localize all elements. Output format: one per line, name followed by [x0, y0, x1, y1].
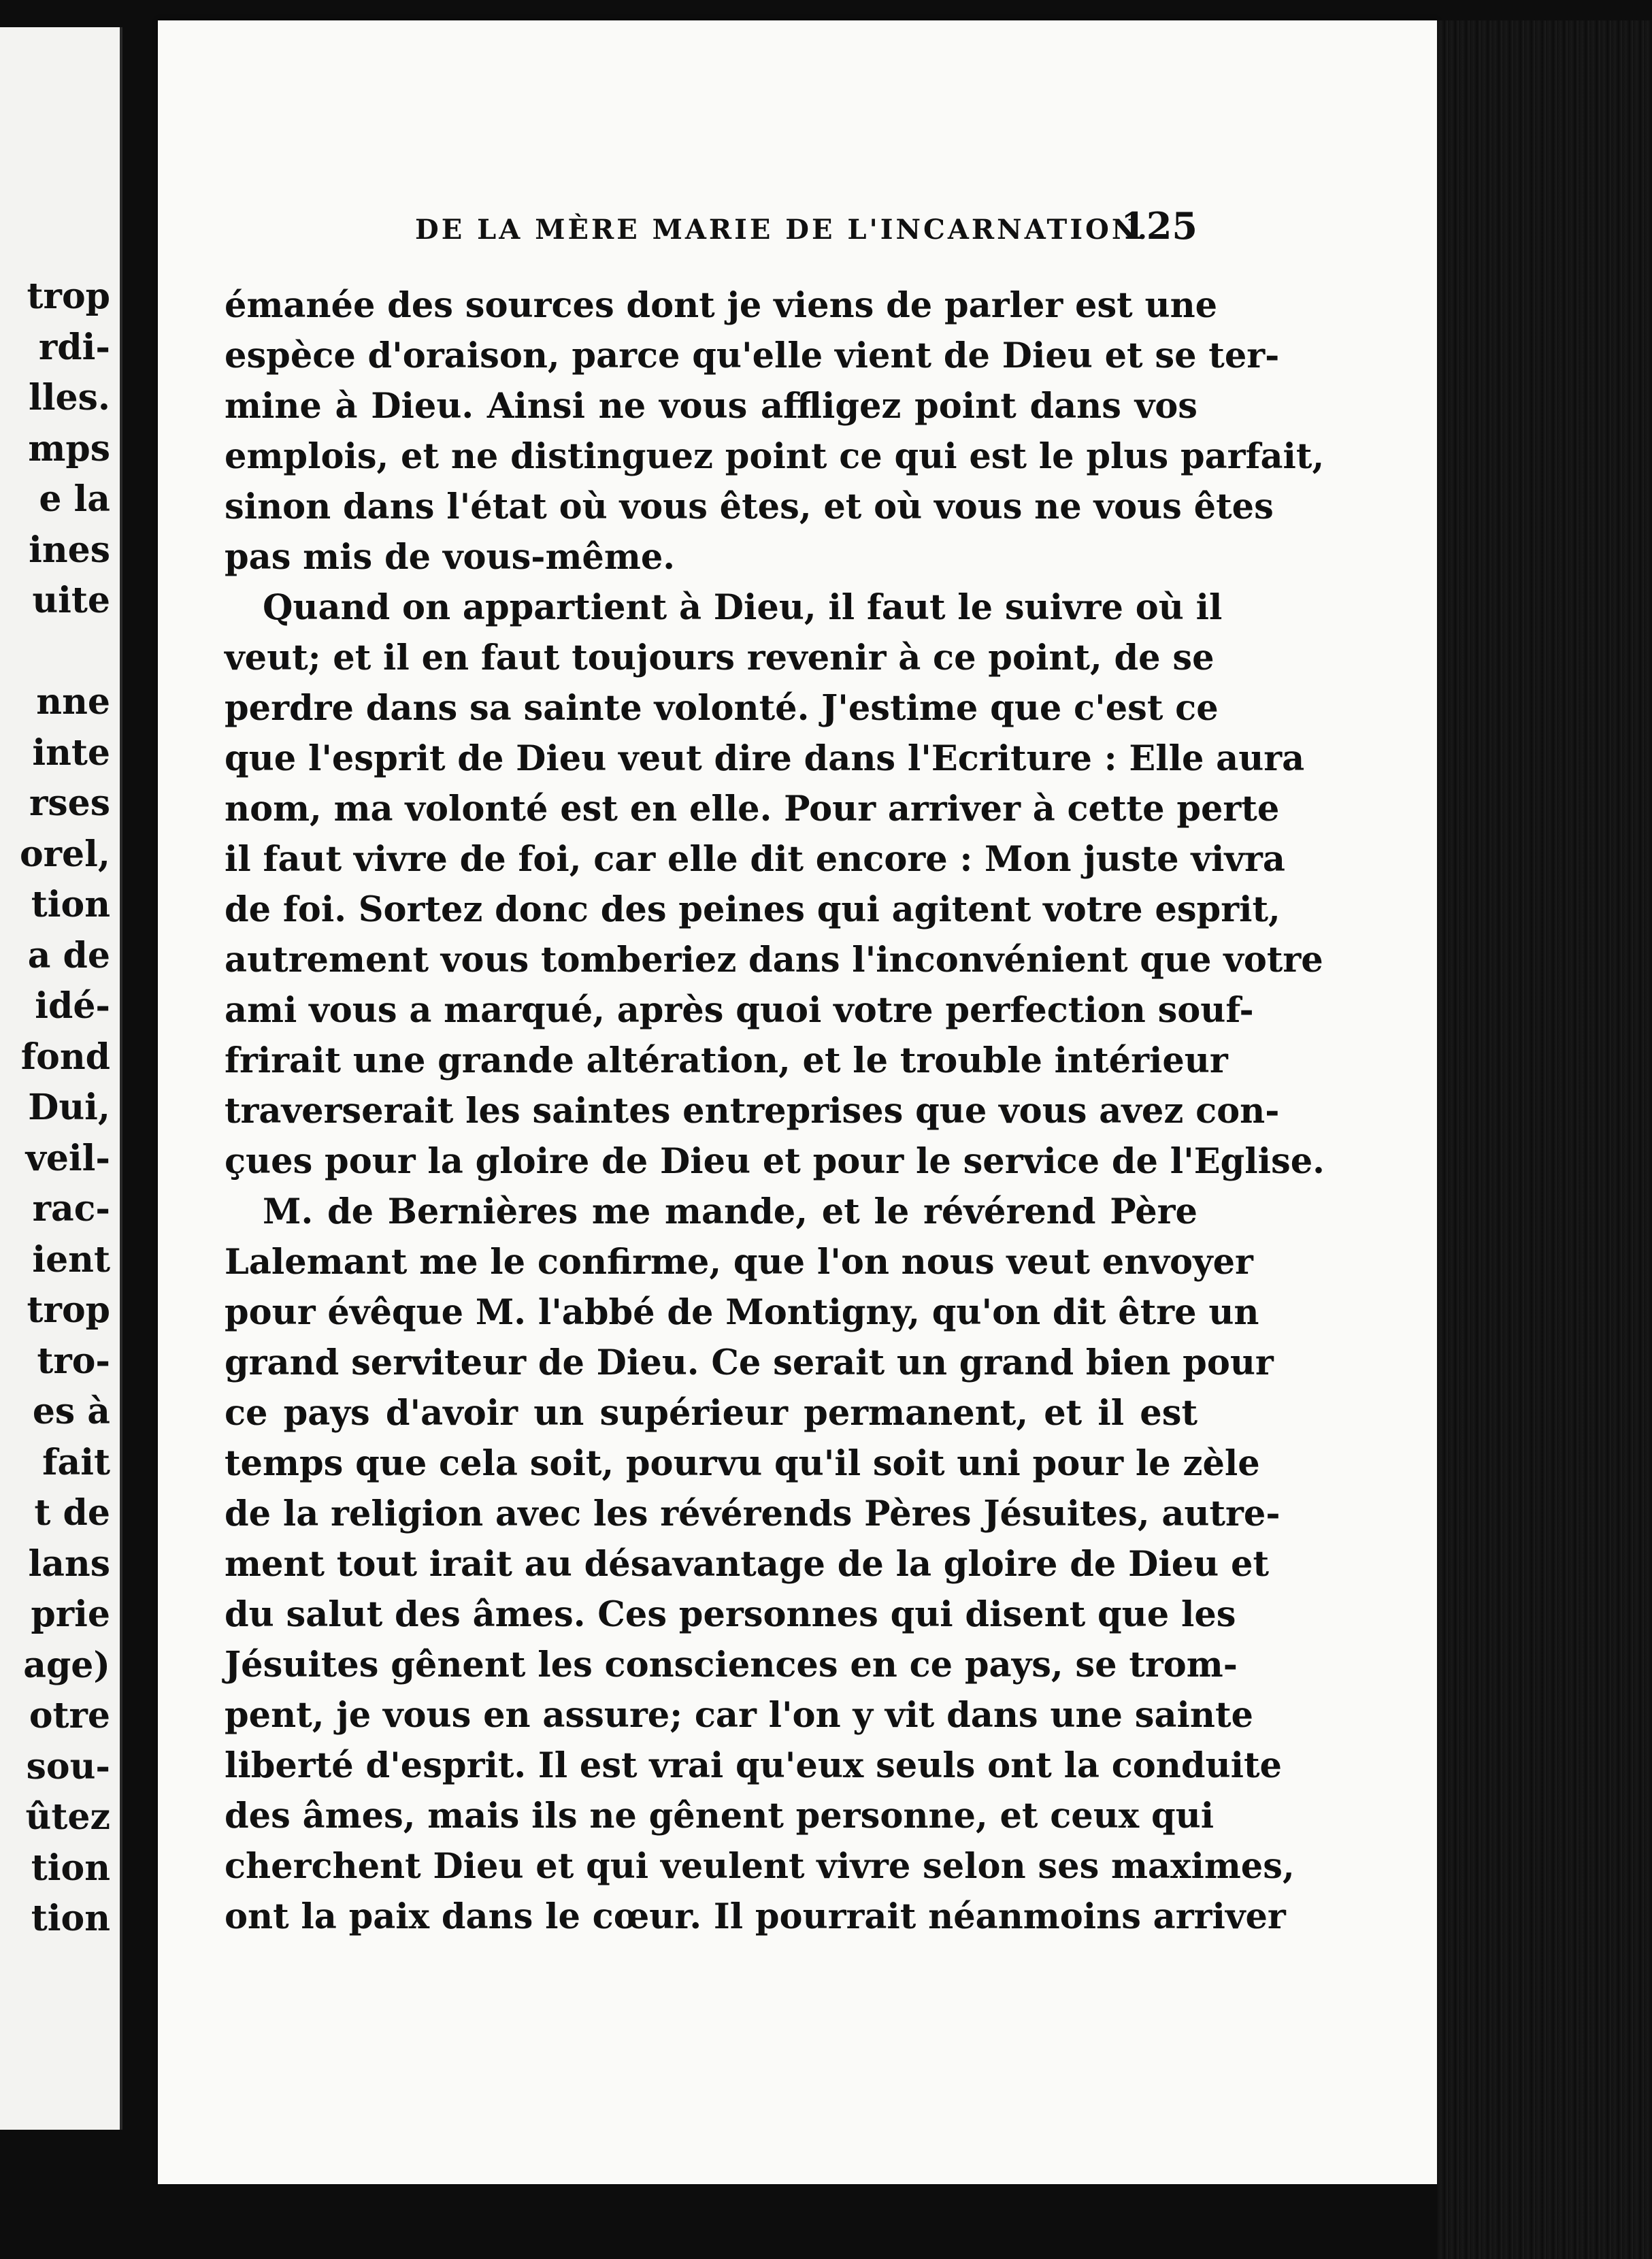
page-number: 125	[1121, 204, 1197, 248]
fragment-line: trop	[27, 276, 110, 317]
text-line: que l'esprit de Dieu veut dire dans l'Ecriture : Elle aura	[225, 738, 1305, 779]
fragment-line: tion	[31, 1847, 110, 1889]
text-line: de foi. Sortez donc des peines qui agitent votre esprit,	[225, 889, 1281, 930]
fragment-line: es à	[32, 1391, 110, 1432]
text-line: ce pays d'avoir un supérieur permanent, et il est	[225, 1393, 1197, 1434]
body-text	[225, 280, 1325, 1942]
text-line: veut; et il en faut toujours revenir à ce point, de se	[225, 638, 1215, 678]
text-line: autrement vous tomberiez dans l'inconvénient que votre	[225, 940, 1323, 980]
text-line: pour évêque M. l'abbé de Montigny, qu'on dit être un	[225, 1292, 1259, 1333]
text-line: ami vous a marqué, après quoi votre perfection souf-	[225, 990, 1254, 1031]
text-line: pent, je vous en assure; car l'on y vit dans une sainte	[225, 1695, 1253, 1736]
text-line: Jésuites gênent les consciences en ce pays, se trom-	[225, 1645, 1238, 1685]
text-line: emplois, et ne distinguez point ce qui est le plus parfait,	[225, 436, 1325, 477]
fragment-line: ient	[32, 1238, 110, 1281]
fragment-line: fond	[20, 1036, 110, 1078]
text-line: frirait une grande altération, et le trouble intérieur	[225, 1040, 1228, 1081]
fragment-line: tion	[31, 884, 110, 925]
running-title: DE LA MÈRE MARIE DE L'INCARNATION.	[415, 214, 1150, 246]
fragment-line: prie	[31, 1594, 110, 1635]
fragment-line: age)	[23, 1644, 110, 1686]
fragment-line: rses	[29, 782, 110, 824]
fragment-line: ines	[29, 529, 110, 571]
fragment-line: rdi-	[38, 326, 110, 368]
text-line: temps que cela soit, pourvu qu'il soit uni pour le zèle	[225, 1443, 1260, 1484]
text-line: çues pour la gloire de Dieu et pour le service de l'Eglise.	[225, 1141, 1325, 1182]
text-line: sinon dans l'état où vous êtes, et où vous ne vous êtes	[225, 487, 1274, 527]
text-line: des âmes, mais ils ne gênent personne, et ceux qui	[225, 1796, 1215, 1836]
fragment-line: idé-	[35, 985, 110, 1027]
fragment-line: lans	[28, 1543, 110, 1585]
fragment-line: nne	[36, 681, 110, 723]
fragment-line: rac-	[32, 1188, 110, 1230]
fragment-line: veil-	[25, 1137, 110, 1179]
paragraph-2	[225, 582, 1325, 1187]
text-line: nom, ma volonté est en elle. Pour arriver à cette perte	[225, 789, 1280, 829]
text-line: grand serviteur de Dieu. Ce serait un grand bien pour	[225, 1342, 1274, 1383]
text-line: de la religion avec les révérends Pères Jésuites, autre-	[225, 1494, 1281, 1534]
text-line: traverserait les saintes entreprises que vous avez con-	[225, 1091, 1280, 1132]
fragment-line: ûtez	[25, 1796, 110, 1838]
text-line: espèce d'oraison, parce qu'elle vient de Dieu et se ter-	[225, 335, 1280, 376]
fragment-line: lles.	[29, 377, 110, 418]
fragment-line: Dui,	[28, 1087, 110, 1128]
text-line: ont la paix dans le cœur. Il pourrait néanmoins arriver	[225, 1896, 1286, 1937]
paragraph-3	[225, 1187, 1295, 1942]
paragraph-1	[225, 280, 1325, 582]
fragment-line: trop	[27, 1289, 110, 1331]
fragment-line: fait	[42, 1441, 110, 1483]
fragment-line: orel,	[19, 833, 110, 875]
text-line: M. de Bernières me mande, et le révérend Père	[263, 1191, 1197, 1232]
fragment-line: sou-	[26, 1745, 110, 1787]
text-line: liberté d'esprit. Il est vrai qu'eux seuls ont la conduite	[225, 1745, 1283, 1786]
fragment-line: uite	[32, 580, 110, 621]
text-line: cherchent Dieu et qui veulent vivre selon ses maximes,	[225, 1846, 1295, 1887]
fragment-line: mps	[28, 427, 110, 469]
fragment-line: t de	[34, 1492, 110, 1534]
text-line: mine à Dieu. Ainsi ne vous affligez point dans vos	[225, 386, 1197, 427]
text-line: pas mis de vous-même.	[225, 537, 676, 578]
fragment-line: inte	[32, 731, 110, 774]
text-line: il faut vivre de foi, car elle dit encore : Mon juste vivra	[225, 839, 1285, 880]
page-edges	[1437, 20, 1652, 2259]
text-line: émanée des sources dont je viens de parler est une	[225, 285, 1218, 326]
text-line: Quand on appartient à Dieu, il faut le suivre où il	[263, 587, 1223, 628]
fragment-line: tion	[31, 1898, 110, 1939]
fragment-line: tro-	[37, 1340, 110, 1382]
fragment-line: a de	[27, 934, 110, 976]
text-line: ment tout irait au désavantage de la gloire de Dieu et	[225, 1544, 1270, 1585]
fragment-line: otre	[29, 1695, 110, 1736]
text-line: perdre dans sa sainte volonté. J'estime que c'est ce	[225, 688, 1219, 729]
facing-page-fragment	[0, 27, 122, 2130]
fragment-line: e la	[39, 478, 110, 520]
page-header	[252, 204, 1197, 259]
text-line: du salut des âmes. Ces personnes qui disent que les	[225, 1594, 1236, 1635]
text-line: Lalemant me le confirme, que l'on nous veut envoyer	[225, 1242, 1253, 1283]
